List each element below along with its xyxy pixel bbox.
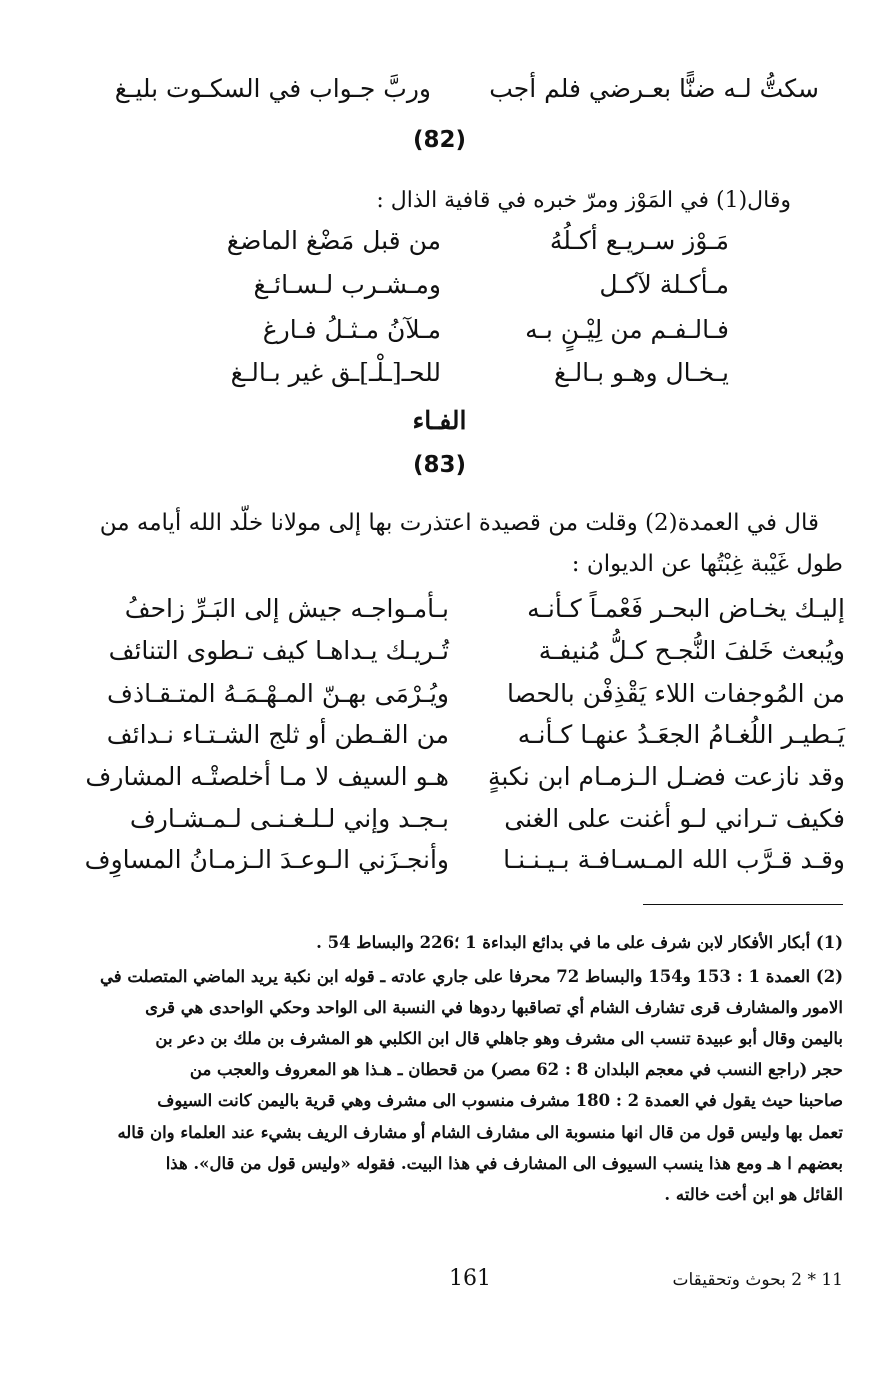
poem-83-intro-line-2: طول غَيْبة غِبْتُها عن الديوان :: [571, 551, 843, 577]
poem-82-intro: وقال(1) في المَوْز ومرّ خبره في قافية الذال :: [376, 188, 791, 213]
page-number: 161: [449, 1266, 491, 1291]
verse-right-hemistich: فـالـفـم من لِيْـنٍ بـه: [525, 315, 729, 344]
footnote-separator: [643, 904, 843, 905]
footnote-2-line: تعمل بها وليس قول من قال انها منسوبة الى مشارف الشام أو مشارف الريف بشيء عند العلماء وان قاله: [117, 1123, 843, 1142]
verse-left-hemistich: من قبل مَضْغ الماضغ: [226, 226, 441, 255]
verse-left-hemistich: هـو السيف لا مـا أخلصتْـه المشارف: [85, 762, 449, 791]
verse-left-hemistich: تُـريـك يـداهـا كيف تـطوى التنائف: [108, 636, 449, 665]
verse-right-hemistich: وقـد قـرَّب الله المـسـافـة بـيـنـنـا: [503, 845, 845, 874]
footnote-2-line: بعضهم ا هـ ومع هذا ينسب السيوف الى المشارف في هذا البيت. فقوله «وليس قول من قال». هذا: [165, 1154, 843, 1173]
verse-right-hemistich: يَـطيـر اللُغـامُ الجعَـدُ عنهـا كـأنـه: [517, 720, 845, 749]
footnote-2-line: صاحبنا حيث يقول في العمدة 2 : 180 مشرف منسوب الى مشرف وهي قرية باليمن كانت السيوف: [157, 1091, 843, 1110]
book-signature: 11 * 2 بحوث وتحقيقات: [672, 1270, 843, 1290]
verse-right-hemistich: مـأكـلة لآكـل: [599, 270, 729, 299]
footnote-2-line: القائل هو ابن أخت خالته .: [664, 1185, 843, 1204]
opening-verse-right-hemistich: سكتُّ لـه ضنًّا بعـرضي فلم أجب: [489, 74, 819, 103]
verse-right-hemistich: من المُوجفات اللاء يَقْذِفْن بالحصا: [507, 679, 845, 708]
verse-right-hemistich: مَـوْز سـريـع أكـلُهُ: [549, 226, 729, 255]
verse-left-hemistich: بـجـد وإني لـلـغـنـى لـمـشـارف: [129, 804, 449, 833]
verse-left-hemistich: من القـطن أو ثلج الشـتـاء نـدائف: [106, 720, 449, 749]
footnote-2-line: باليمن وقال أبو عبيدة تنسب الى مشرف وهو جاهلي قال ابن الكلبي هو المشرف بن ملك بن دعر بن: [155, 1029, 843, 1048]
verse-right-hemistich: فكيف تـراني لـو أغنت على الغنى: [504, 804, 845, 833]
verse-left-hemistich: مـلآنُ مـثـلُ فـارغ: [262, 315, 441, 344]
footnote-1: (1) أبكار الأفكار لابن شرف على ما في بدائع البداءة 1 ؛226 والبساط 54 .: [316, 933, 843, 952]
section-heading: الفـاء: [412, 406, 467, 435]
opening-verse-left-hemistich: وربَّ جـواب في السكـوت بليـغ: [114, 74, 431, 103]
poem-82-number: (82): [412, 127, 467, 153]
verse-right-hemistich: إليـك يخـاض البحـر فَعْمـاً كـأنـه: [527, 594, 845, 623]
poem-83-number: (83): [412, 452, 467, 478]
verse-left-hemistich: ويُـرْمَى بهـنّ المـهْـمَـهُ المتـقـاذف: [107, 679, 449, 708]
verse-right-hemistich: يـخـال وهـو بـالـغ: [553, 358, 729, 387]
verse-left-hemistich: وأنجـزَني الـوعـدَ الـزمـانُ المساوِف: [84, 845, 449, 874]
verse-left-hemistich: ومـشـرب لـسـائـغ: [253, 270, 441, 299]
footnote-2-line: الامور والمشارف قرى تشارف الشام أي تصاقبها ردوها في النسبة الى الواحد وحكي الواحدى هي قرى: [145, 998, 843, 1017]
footnote-2-line: (2) العمدة 1 : 153 و154 والبساط 72 محرفا على جاري عادته ـ قوله ابن نكبة يريد الماضي المتصلت في: [99, 967, 843, 986]
footnote-2-line: حجر (راجع النسب في معجم البلدان 8 : 62 مصر) من قحطان ـ هـذا هو المعروف والعجب من: [189, 1060, 843, 1079]
poem-83-intro-line-1: قال في العمدة(2) وقلت من قصيدة اعتذرت بها إلى مولانا خلّد الله أيامه من: [99, 510, 819, 536]
verse-right-hemistich: وقد نازعت فضـل الـزمـام ابن نكبةٍ: [487, 762, 845, 791]
verse-left-hemistich: للحـ[ـلْـ]ـق غير بـالـغ: [230, 358, 441, 387]
verse-left-hemistich: بـأمـواجـه جيش إلى البَـرِّ زاحفُ: [124, 594, 449, 623]
verse-right-hemistich: ويُبعث خَلفَ النُّجـح كـلُّ مُنيفـة: [538, 636, 845, 665]
